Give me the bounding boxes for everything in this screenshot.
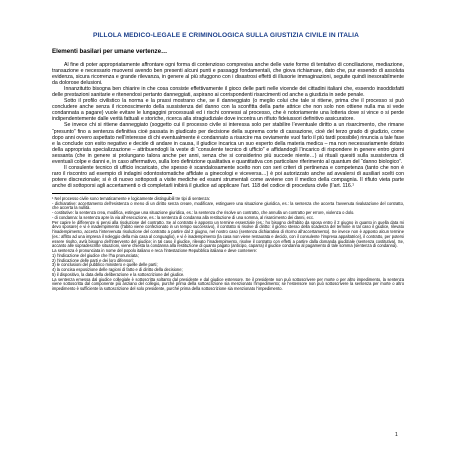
footnote: Per capire le differenze si pensi alla risoluzione del contratto. Se al contratto è apposto un termine essenziale (es.: ho bisogno dell’abito da sposa entro il 2 giugno in quanto in quella data mi devo sposare) e vi è inadempimento (l’abito viene confezionato in un tempo successivo), il contratto si risolve di diritto: il giorno stesso della scadenza del termine in tal caso il giudice, rilevato l’inadempimento, accerta l’intervenuta risoluzione del contratto a partire dal 2 giugno, nel nostro caso (sentenza dichiarativa di ritorno all’accertamento). Se invece non è apposto alcun termine (es.: affitto ad una impresa il noleggio della mia casa al conguaglio), e vi è inadempimento (la casa non viene restaurata e decido, con il consulente l’impresa appaltatrice), il contratto, per potersi essere risolto, avrà bisogno dell’intervento del giudice; in tal caso il giudice, rilevato l’inadempimento, risolve il contratto con effetti a partire dalla domanda giudiziale (sentenza costitutiva). Se, accanto alle sopradescritte situazioni, viene chiesta la condanna alla restituzione di quanto pagato (anticipo, caparra) il giudice condanna al pagamento di tale somma (sentenza di condanna). bbox=[52, 219, 404, 249]
body-paragraph: Innanzitutto bisogna ben chiarire in che cosa consiste effettivamente il gioco delle parti nelle vicende dei cittadini italiani che, essendo insoddisfatti delle prestazioni sanitarie e ritenendosi pertanto danneggiati, aspirano ai corrispondenti risarcimenti od anche a giustizia in sede penale. bbox=[52, 86, 404, 99]
footnote: - di condanna: la sentenza apre la via all’esecuzione, es.: la sentenza di condanna alla restituzione di una somma, al risarcimento dei danni, ecc. bbox=[52, 214, 315, 220]
footnote: - dichiarative: accertamento dell’esistenza o meno di un diritto senza creare, modificare, estinguere una situazione giuridica, es.: la sentenza che accerta l’avvenuta rivalutazione del contratto, che accerta la nullità. bbox=[52, 200, 404, 211]
footnote: La sentenza emessa dal giudice collegiale è sottoscritta soltanto dal presidente e dal giudice estensore. Se il presidente non può sottoscrivere per morte o per altro impedimento, la sentenza viene sottoscritta dal componente più anziano del collegio, purché prima della sottoscrizione sia menzionato l’impedimento; se l’estensore non può sottoscrivere la sentenza per morte o altro impedimento è sufficiente la sottoscrizione del solo presidente, purché prima della sottoscrizione sia menzionato l’impedimento. bbox=[52, 276, 404, 292]
footnote: La sentenza è pronunciata in nome del popolo italiano e reca l’intestazione Repubblica italiana e deve contenere: bbox=[52, 248, 258, 254]
page-number: 1 bbox=[395, 432, 398, 438]
footnote: ¹ Nel processo civile sono tematicamente e logicamente distinguibili tre tipi di sentenza: bbox=[52, 195, 210, 201]
document-title: PILLOLA MEDICO-LEGALE E CRIMINOLOGICA SULLA GIUSTIZIA CIVILE IN ITALIA bbox=[93, 32, 359, 39]
section-heading: Elementi basilari per umane vertenze… bbox=[52, 48, 168, 55]
footnote: 5) il dispositivo, la data della deliberazione e la sottoscrizione del giudice. bbox=[52, 271, 185, 277]
footnote: 2) l’indicazione delle parti e dei loro difensori; bbox=[52, 257, 134, 263]
body-paragraph: Se invece chi si ritiene danneggiato (soggetto cui il processo civile si interessa solo per stabilire l’eventuale diritto a un risarcimento, che rimane “presunto” fino a sentenza definitiva cioè passata in giudicato per decisione della suprema corte di cassazione, cioè del terzo grado di giudizio, come dopo anni ovvero aspettato nell’interesse di chi eventualmente è condannato a risarcire ma ovviamente vuol farlo il più tardi possibile) rinuncia a tale fase e la conclude con esito negativo e decide di andare in causa, il giudice incarica un suo esperto della materia medica – ma non necessariamente dotato della appropriata specializzazione – attribuendogli la veste di “consulente tecnico di ufficio” e affidandogli l’incarico di rispondere in genere entro giorni sessanta (che in genere si prolungano talora anche per anni, senza che si considerino più succede niente…) ai rituali quesiti sulla sussistenza di eventuali colpe e danni e, in caso affermativo, sulla loro definizione qualitativa e quantitativa con particolare riferimento al quantum del “danno biologico”. bbox=[52, 122, 404, 165]
footnote: 3) le conclusioni del pubblico ministero e quelle delle parti; bbox=[52, 262, 158, 268]
body-paragraph: Sotto il profilo civilistico la norma e la prassi mostrano che, se il danneggiato (o meglio colui che tale si ritiene, prima che il processo si può concludere anche senza il riconoscimento della sussistenza del danno con la sconfitta della parte attrice che non solo non ottiene nulla ma si vede condannata a pagare) vuole evitare le lungaggini processuali ed i rischi connessi al processo, che è notoriamente una lotteria dove si vince o si perde indipendentemente dalle verità fattuali e storiche, ricerca alla stragiudiziale dove incontra un rifiuto fideiussori definitivo assicuratore. bbox=[52, 98, 404, 123]
footnote: 4) la concisa esposizione delle ragioni di fatto e di diritto della decisione; bbox=[52, 267, 183, 273]
footnote: - costitutive: la sentenza crea, modifica, estingue una situazione giuridica, es.: la sentenza che risolve un contratto, che annulla un contratto per errore, violenza o dolo. bbox=[52, 210, 355, 216]
body-paragraph: Al fine di poter appropriatamente affrontare ogni forma di contenzioso compresiva anche delle varie forme di tentativo di conciliazione, mediazione, transazione e necessario muoversi avendo ben presenti alcuni punti e passaggi fondamentali, che giova richiamare, dato che, pur essendo di assoluta evidenza, sicura ricorrenza e grande rilevanza, in genere al più sfuggono con i disastrosi effetti di illusorie immaginazioni, seguite quindi inesorabilmente da dolorose delusioni. bbox=[52, 62, 404, 87]
footnote: 1) l’indicazione del giudice che l’ha pronunciata; bbox=[52, 252, 139, 258]
footnote-separator bbox=[52, 193, 172, 194]
document-body bbox=[52, 62, 404, 292]
body-paragraph: Il consulente tecnico di ufficio incaricato, che spesso è scandalosamente scelto non con seri criteri di pertinenza e competenza (tanto che non è raro il riscontro ad esempio di indagini odontostomatiche affidate a ginecologi e viceversa…) è poi autorizzato anche ad avvalersi di ausiliari scelti con potere discrezionale; si è di nuovo sottoposti a visite mediche ed esami strumentali come avviene con il medico della compagnia. Il rifiuto vieta parte anche di sottoporsi agli accertamenti o di completarli inibirà il giudice ad applicare l’art. 118 del codice di procedura civile (l’art. 116.¹ bbox=[52, 164, 404, 189]
